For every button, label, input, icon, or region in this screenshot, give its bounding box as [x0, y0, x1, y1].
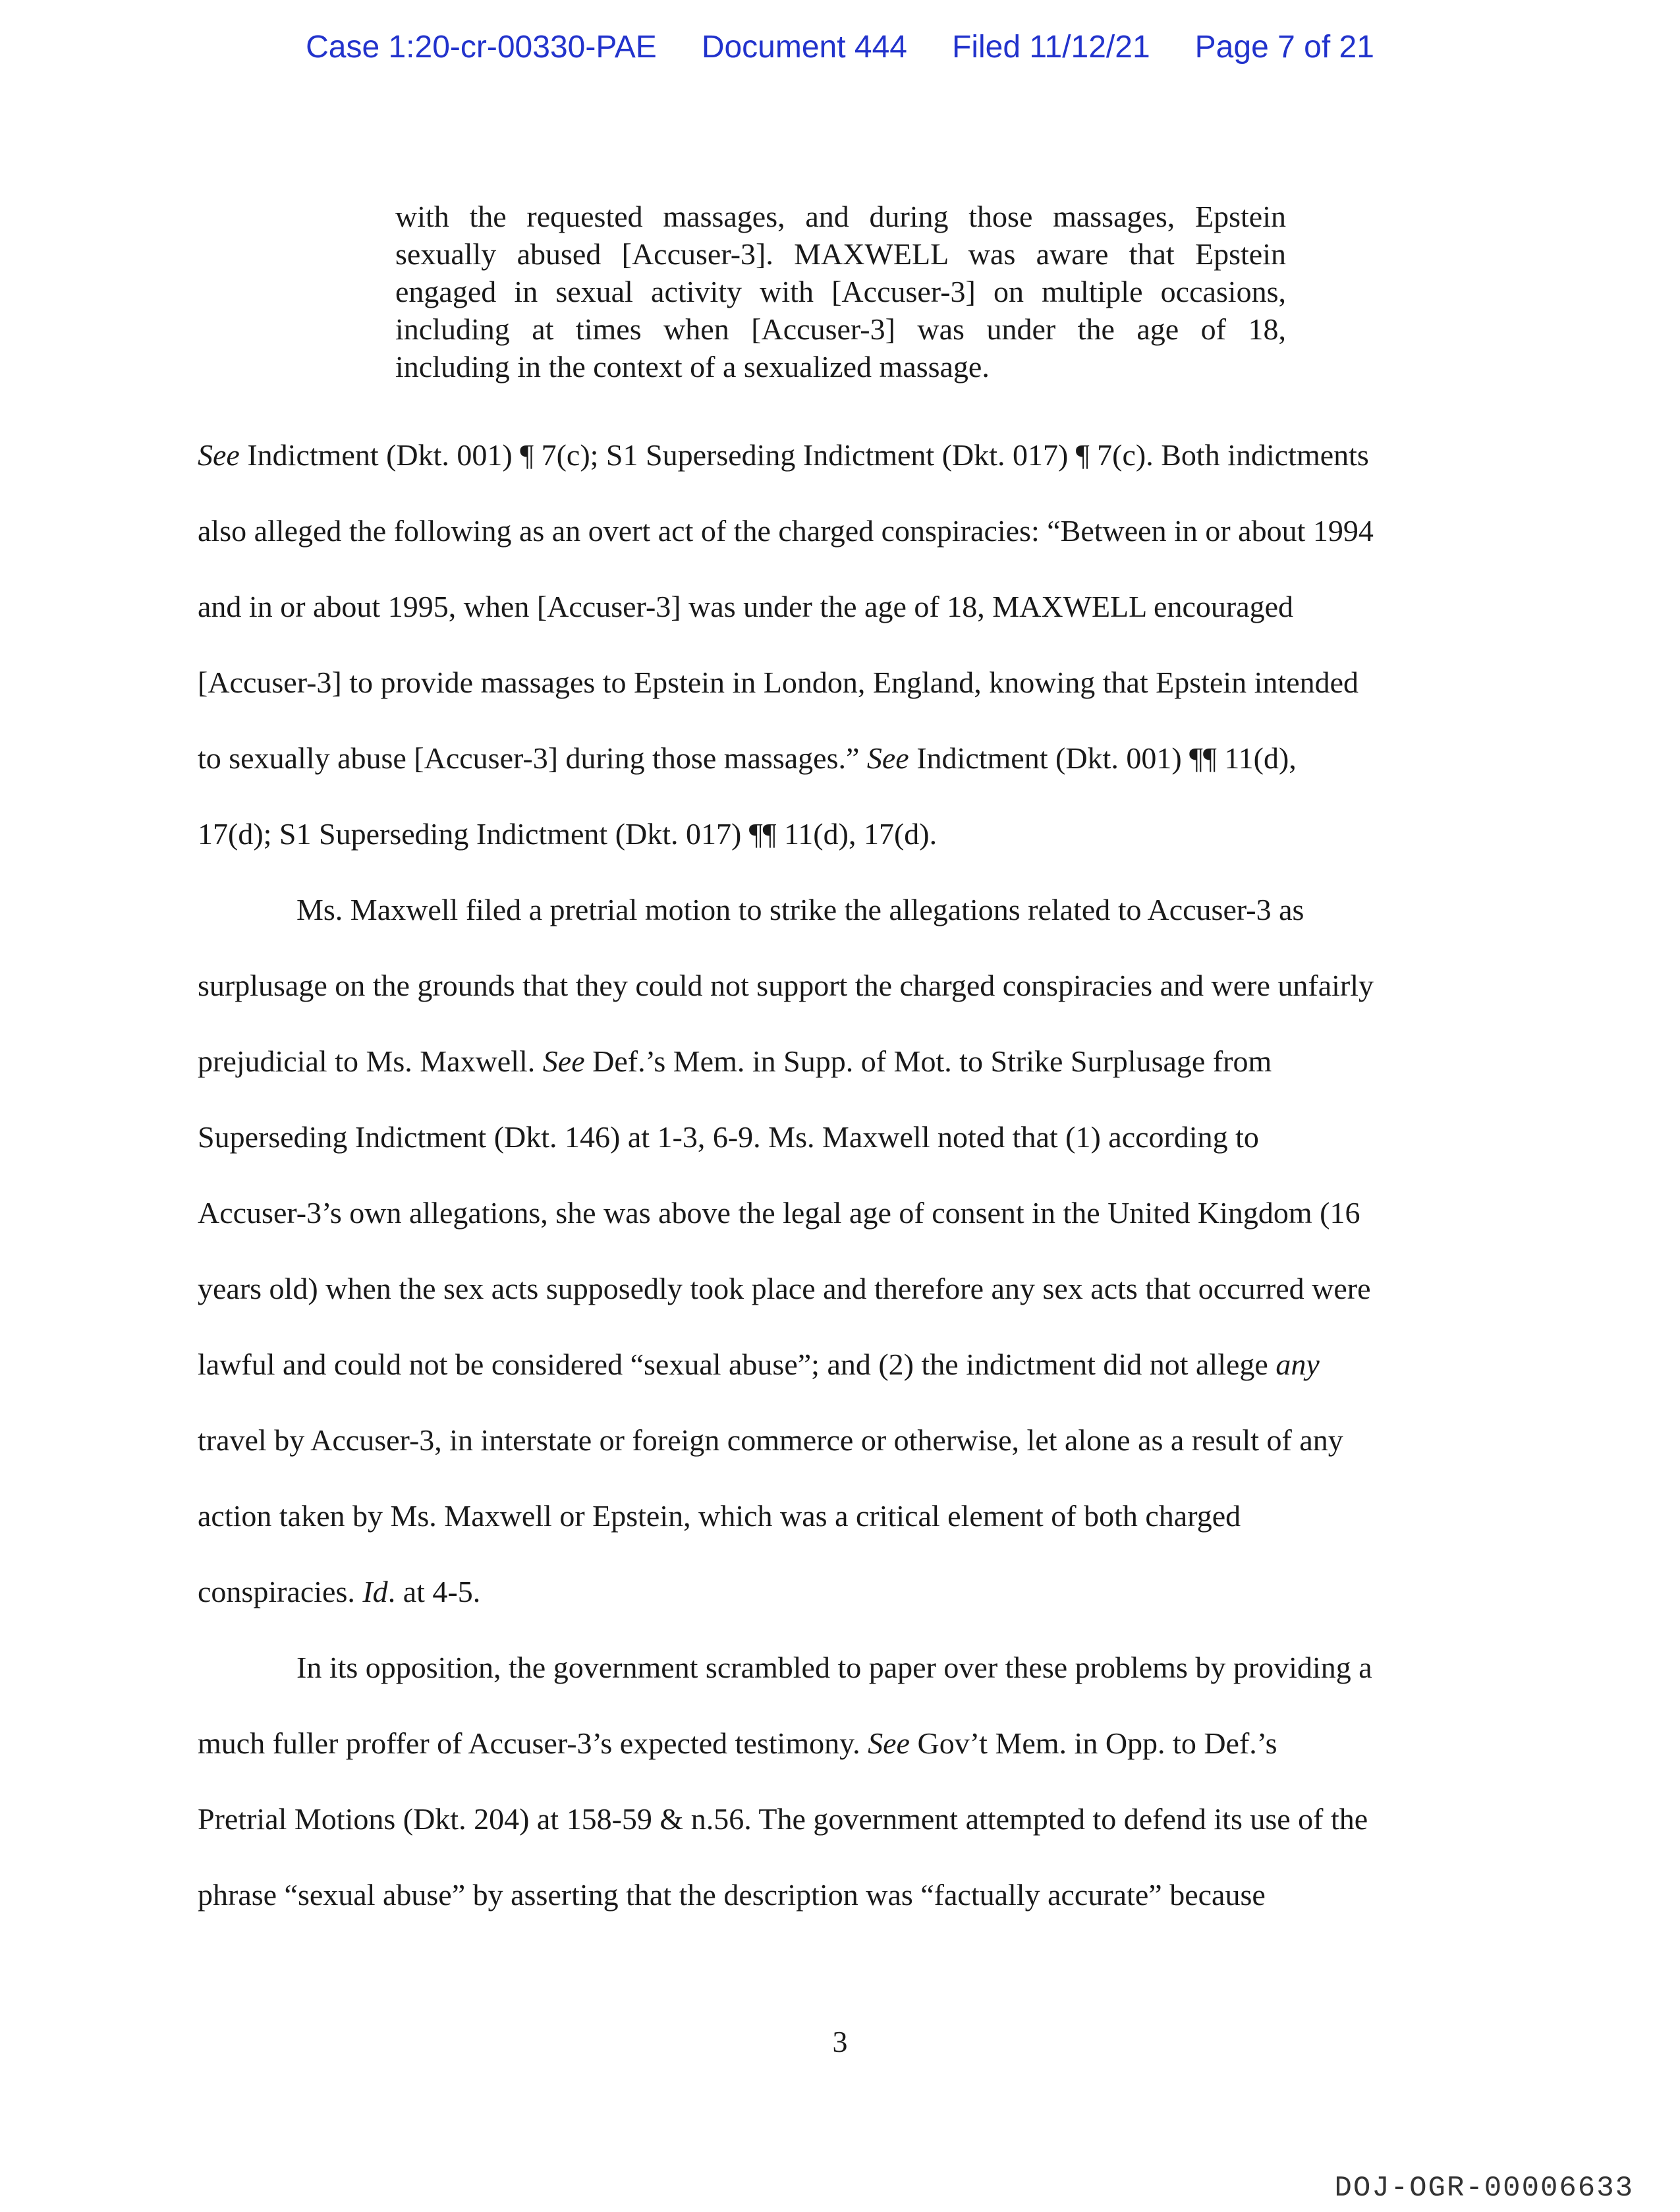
- body-line: Ms. Maxwell filed a pretrial motion to strike the allegations related to Accuser-3 as: [296, 893, 1304, 926]
- body-line: lawful and could not be considered “sexual abuse”; and (2) the indictment did not allege any: [198, 1347, 1320, 1381]
- body-line: action taken by Ms. Maxwell or Epstein, which was a critical element of both charged: [198, 1499, 1241, 1533]
- emphasis-any: any: [1275, 1347, 1320, 1381]
- document-body: [198, 198, 1482, 1933]
- paragraph-motion: [198, 872, 1482, 1630]
- signal-see: See: [198, 438, 240, 472]
- body-line: 17(d); S1 Superseding Indictment (Dkt. 017) ¶¶ 11(d), 17(d).: [198, 817, 938, 851]
- bates-number: DOJ-OGR-00006633: [1334, 2172, 1634, 2205]
- body-line: surplusage on the grounds that they could not support the charged conspiracies and were unfairly: [198, 969, 1374, 1002]
- quote-line: with the requested massages, and during those massages, Epstein: [395, 200, 1286, 233]
- body-line: and in or about 1995, when [Accuser-3] was under the age of 18, MAXWELL encouraged: [198, 590, 1294, 623]
- page-number: 3: [832, 2025, 848, 2058]
- signal-see: See: [868, 1726, 910, 1760]
- signal-see: See: [866, 741, 909, 775]
- case-header: [0, 29, 1680, 65]
- body-line: conspiracies. Id. at 4-5.: [198, 1575, 481, 1608]
- filed-date: Filed 11/12/21: [952, 30, 1150, 65]
- case-number: Case 1:20-cr-00330-PAE: [306, 30, 657, 65]
- body-line: also alleged the following as an overt act of the charged conspiracies: “Between in or about 1994: [198, 514, 1374, 548]
- body-line: [Accuser-3] to provide massages to Epstein in London, England, knowing that Epstein intended: [198, 666, 1359, 699]
- block-quote: [395, 198, 1286, 385]
- body-line: to sexually abuse [Accuser-3] during those massages.” See Indictment (Dkt. 001) ¶¶ 11(d),: [198, 741, 1297, 775]
- signal-id: Id: [362, 1575, 388, 1608]
- body-line: travel by Accuser-3, in interstate or foreign commerce or otherwise, let alone as a result of any: [198, 1423, 1343, 1457]
- body-line: prejudicial to Ms. Maxwell. See Def.’s Mem. in Supp. of Mot. to Strike Surplusage from: [198, 1044, 1272, 1078]
- paragraph-opposition: [198, 1630, 1482, 1933]
- page-indicator: Page 7 of 21: [1194, 30, 1374, 65]
- body-line: Pretrial Motions (Dkt. 204) at 158-59 & n.56. The government attempted to defend its use of the: [198, 1802, 1368, 1836]
- signal-see: See: [542, 1044, 585, 1078]
- quote-line: including in the context of a sexualized massage.: [395, 350, 990, 383]
- quote-line: sexually abused [Accuser-3]. MAXWELL was aware that Epstein: [395, 237, 1286, 271]
- quote-line: including at times when [Accuser-3] was under the age of 18,: [395, 312, 1286, 346]
- body-line: See Indictment (Dkt. 001) ¶ 7(c); S1 Superseding Indictment (Dkt. 017) ¶ 7(c). Both indictments: [198, 438, 1369, 472]
- document-number: Document 444: [701, 30, 907, 65]
- body-line: Accuser-3’s own allegations, she was above the legal age of consent in the United Kingdom (16: [198, 1196, 1360, 1230]
- body-line: years old) when the sex acts supposedly took place and therefore any sex acts that occurred were: [198, 1272, 1371, 1305]
- quote-line: engaged in sexual activity with [Accuser-3] on multiple occasions,: [395, 275, 1286, 308]
- body-line: In its opposition, the government scrambled to paper over these problems by providing a: [296, 1651, 1372, 1684]
- body-line: Superseding Indictment (Dkt. 146) at 1-3, 6-9. Ms. Maxwell noted that (1) according to: [198, 1120, 1259, 1154]
- body-line: much fuller proffer of Accuser-3’s expected testimony. See Gov’t Mem. in Opp. to Def.’s: [198, 1726, 1277, 1760]
- paragraph-citations: [198, 417, 1482, 872]
- body-line: phrase “sexual abuse” by asserting that the description was “factually accurate” because: [198, 1878, 1266, 1912]
